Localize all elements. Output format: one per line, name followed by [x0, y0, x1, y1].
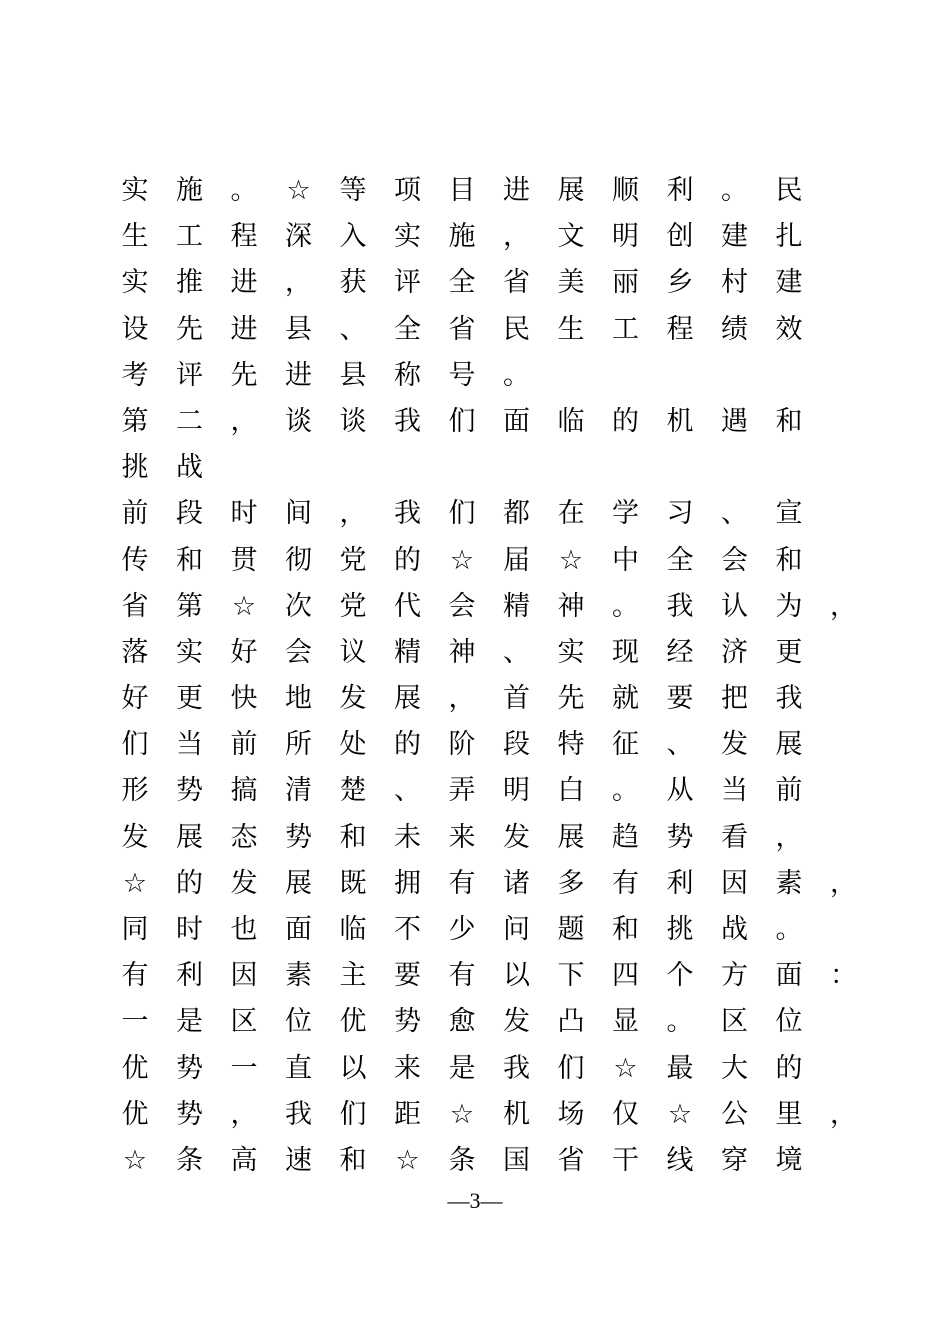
text-char: 们 [339, 1098, 367, 1130]
text-char: ， [830, 590, 857, 622]
text-char: 仅 [612, 1098, 639, 1130]
text-char: 阶 [448, 729, 476, 761]
text-char: 势 [285, 821, 312, 853]
text-char: 评 [394, 267, 421, 299]
text-char: 。 [612, 775, 639, 807]
text-char: 认 [721, 590, 748, 622]
text-char: 经 [666, 636, 694, 668]
text-char: 和 [775, 544, 803, 576]
text-char: 方 [721, 960, 748, 992]
text-char: 展 [285, 867, 312, 899]
text-char: 少 [448, 914, 476, 945]
text-char: 展 [775, 729, 803, 761]
text-char: 实 [176, 636, 203, 668]
text-char: 位 [775, 1006, 803, 1038]
text-char: ☆ [558, 544, 584, 576]
text-char: 线 [666, 1144, 694, 1176]
text-line [112, 307, 872, 353]
text-char: 搞 [230, 775, 258, 807]
text-char: 未 [394, 821, 421, 853]
text-char: 既 [339, 867, 367, 899]
text-char: 势 [176, 775, 203, 807]
text-line [112, 538, 872, 584]
text-line [112, 815, 872, 861]
text-char: 态 [230, 821, 258, 853]
text-line [112, 861, 872, 907]
text-char: 以 [503, 960, 530, 992]
text-char: 省 [121, 590, 149, 622]
text-char: 前 [230, 729, 258, 761]
text-char: 、 [339, 313, 367, 345]
text-char: 我 [285, 1098, 312, 1130]
text-char: 展 [176, 821, 203, 853]
text-char: 更 [176, 683, 203, 715]
text-char: 优 [121, 1098, 149, 1130]
text-char: 看 [721, 821, 748, 853]
text-char: 前 [121, 498, 149, 530]
text-char: 生 [121, 221, 149, 253]
text-char: 显 [612, 1006, 639, 1038]
text-char: 实 [121, 267, 149, 299]
text-char: 段 [176, 498, 203, 530]
text-char: 素 [285, 960, 312, 992]
text-char: ☆ [122, 1144, 148, 1176]
text-char: ， [830, 867, 857, 899]
text-char: 绩 [721, 313, 748, 345]
text-char: 势 [176, 1098, 203, 1130]
text-char: 明 [612, 221, 639, 253]
text-char: 全 [394, 313, 421, 345]
text-char: 有 [448, 960, 476, 992]
text-char: 进 [503, 175, 530, 206]
text-char: ： [830, 960, 857, 992]
text-char: 效 [775, 313, 803, 345]
text-char: 境 [775, 1144, 803, 1176]
page-number: —3— [447, 1188, 503, 1213]
text-line [112, 168, 872, 214]
text-char: 会 [721, 544, 748, 576]
text-char: 距 [394, 1098, 421, 1130]
text-char: 不 [394, 914, 421, 945]
text-char: 机 [666, 405, 694, 437]
text-char: 称 [394, 359, 421, 391]
text-char: 代 [394, 590, 421, 622]
text-char: 利 [666, 867, 694, 899]
text-char: 因 [721, 867, 748, 899]
text-char: 习 [666, 498, 694, 530]
text-char: 我 [394, 405, 421, 437]
text-line [112, 260, 872, 306]
text-char: 快 [230, 683, 258, 715]
text-char: ， [775, 821, 803, 853]
text-char: ， [830, 1098, 857, 1130]
text-char: 施 [176, 175, 203, 206]
text-char: 丽 [612, 267, 639, 299]
text-char: 省 [557, 1144, 585, 1176]
text-char: 村 [721, 267, 748, 299]
text-char: 以 [339, 1052, 367, 1084]
text-char: 。 [666, 1006, 694, 1038]
text-char: 凸 [557, 1006, 585, 1038]
text-char: 穿 [721, 1144, 748, 1176]
text-char: 战 [721, 914, 748, 945]
text-char: 会 [285, 636, 312, 668]
text-char: 面 [503, 405, 530, 437]
text-char: 展 [557, 175, 585, 206]
text-char: 会 [448, 590, 476, 622]
text-char: 县 [285, 313, 312, 345]
text-char: 和 [176, 544, 203, 576]
text-char: 来 [394, 1052, 421, 1084]
text-char: 当 [176, 729, 203, 761]
text-char: 二 [176, 405, 203, 437]
text-char: 干 [612, 1144, 639, 1176]
body-text [112, 168, 872, 1184]
text-char: 省 [448, 313, 476, 345]
text-char: 发 [721, 729, 748, 761]
text-line [112, 353, 872, 399]
text-char: 面 [285, 914, 312, 945]
text-char: 考 [121, 359, 149, 391]
text-line [112, 768, 872, 814]
text-char: 的 [775, 1052, 803, 1084]
text-char: 全 [448, 267, 476, 299]
text-char: 精 [394, 636, 421, 668]
text-char: 神 [557, 590, 585, 622]
text-char: 。 [230, 175, 258, 206]
text-char: 中 [612, 544, 639, 576]
text-char: 段 [503, 729, 530, 761]
text-char: 白 [557, 775, 585, 807]
text-char: 发 [503, 821, 530, 853]
text-char: 进 [230, 313, 258, 345]
text-char: 谈 [339, 405, 367, 437]
text-char: 势 [176, 1052, 203, 1084]
text-char: 获 [339, 267, 367, 299]
text-char: 。 [775, 914, 803, 945]
text-char: 党 [339, 544, 367, 576]
text-char: ☆ [613, 1052, 638, 1084]
text-char: 展 [394, 683, 421, 715]
text-char: 项 [394, 175, 421, 206]
text-char: 议 [339, 636, 367, 668]
text-char: 有 [121, 960, 149, 992]
text-char: 传 [121, 544, 149, 576]
text-char: 入 [339, 221, 367, 253]
text-char: 第 [176, 590, 203, 622]
text-char: 把 [721, 683, 748, 715]
text-char: 们 [448, 405, 476, 437]
text-char: 、 [503, 636, 530, 668]
text-char: 因 [230, 960, 258, 992]
text-char: 落 [121, 636, 149, 668]
text-char: 都 [503, 498, 530, 530]
text-char: 神 [448, 636, 476, 668]
text-char: 挑 [121, 452, 149, 484]
text-char: 谈 [285, 405, 312, 437]
text-char: 特 [557, 729, 585, 761]
text-char: 精 [503, 590, 530, 622]
text-char: 下 [557, 960, 585, 992]
text-char: 处 [339, 729, 367, 761]
text-line [112, 1046, 872, 1092]
text-char: 。 [612, 590, 639, 622]
text-char: 高 [230, 1144, 258, 1176]
text-char: 、 [394, 775, 421, 807]
text-char: 要 [666, 683, 694, 715]
text-char: ， [285, 267, 312, 299]
text-char: 学 [612, 498, 639, 530]
text-char: 大 [721, 1052, 748, 1084]
text-char: 和 [339, 1144, 367, 1176]
text-line [112, 676, 872, 722]
text-line [112, 491, 872, 537]
text-char: ☆ [286, 175, 311, 206]
text-char: 和 [612, 914, 639, 945]
text-line [112, 999, 872, 1045]
text-char: 在 [557, 498, 585, 530]
text-char: 。 [721, 175, 748, 206]
text-char: 济 [721, 636, 748, 668]
text-line [112, 953, 872, 999]
text-char: 诸 [503, 867, 530, 899]
text-char: 主 [339, 960, 367, 992]
text-char: ☆ [395, 1144, 420, 1176]
text-char: 建 [721, 221, 748, 253]
text-char: 首 [503, 683, 530, 715]
text-char: 第 [121, 405, 149, 437]
text-char: ， [230, 1098, 258, 1130]
text-line [112, 214, 872, 260]
text-char: 有 [612, 867, 639, 899]
text-char: 也 [230, 914, 258, 945]
text-char: 素 [775, 867, 803, 899]
text-char: ， [230, 405, 258, 437]
text-char: 民 [503, 313, 530, 345]
text-char: 生 [557, 313, 585, 345]
text-char: 位 [285, 1006, 312, 1038]
text-char: 势 [394, 1006, 421, 1038]
text-char: 先 [230, 359, 258, 391]
text-char: 里 [775, 1098, 803, 1130]
text-char: 所 [285, 729, 312, 761]
text-char: 条 [448, 1144, 476, 1176]
text-char: 进 [285, 359, 312, 391]
text-char: 临 [339, 914, 367, 945]
text-char: 利 [666, 175, 694, 206]
text-char: 施 [448, 221, 476, 253]
text-char: 区 [721, 1006, 748, 1038]
text-char: ， [339, 498, 367, 530]
text-char: 有 [448, 867, 476, 899]
text-char: 发 [121, 821, 149, 853]
text-char: 利 [176, 960, 203, 992]
text-char: 场 [557, 1098, 585, 1130]
text-char: 发 [339, 683, 367, 715]
text-char: 问 [503, 914, 530, 945]
text-line [112, 584, 872, 630]
text-char: 间 [285, 498, 312, 530]
text-char: 国 [503, 1144, 530, 1176]
text-char: 势 [666, 821, 694, 853]
text-char: 先 [557, 683, 585, 715]
text-char: 就 [612, 683, 639, 715]
text-char: 直 [285, 1052, 312, 1084]
text-char: 挑 [666, 914, 694, 945]
text-char: 乡 [666, 267, 694, 299]
text-char: 一 [230, 1052, 258, 1084]
text-char: 优 [121, 1052, 149, 1084]
text-char: 建 [775, 267, 803, 299]
text-char: 民 [775, 175, 803, 206]
text-char: 先 [176, 313, 203, 345]
text-char: 我 [775, 683, 803, 715]
text-char: 题 [557, 914, 585, 945]
text-char: 工 [612, 313, 639, 345]
text-char: 优 [339, 1006, 367, 1038]
text-char: 当 [721, 775, 748, 807]
text-line [112, 399, 872, 445]
text-char: ☆ [449, 544, 475, 576]
text-char: 更 [775, 636, 803, 668]
text-char: 的 [176, 867, 203, 899]
text-char: 号 [448, 359, 476, 391]
text-char: 美 [557, 267, 585, 299]
text-char: 们 [448, 498, 476, 530]
text-line [112, 630, 872, 676]
text-char: 实 [121, 175, 149, 206]
text-char: 、 [666, 729, 694, 761]
text-char: 拥 [394, 867, 421, 899]
text-char: 前 [775, 775, 803, 807]
text-char: 区 [230, 1006, 258, 1038]
text-char: ☆ [667, 1098, 693, 1130]
text-char: 面 [775, 960, 803, 992]
text-char: 要 [394, 960, 421, 992]
text-char: 征 [612, 729, 639, 761]
text-char: 党 [339, 590, 367, 622]
text-line [112, 1092, 872, 1138]
text-char: 文 [557, 221, 585, 253]
text-char: 好 [121, 683, 149, 715]
text-char: 的 [394, 544, 421, 576]
text-char: 一 [121, 1006, 149, 1038]
text-char: 我 [666, 590, 694, 622]
text-line [112, 907, 872, 953]
text-char: 战 [176, 452, 203, 484]
text-char: 条 [176, 1144, 203, 1176]
text-char: 形 [121, 775, 149, 807]
text-char: 设 [121, 313, 149, 345]
text-char: 好 [230, 636, 258, 668]
text-char: 同 [121, 914, 149, 945]
text-char: 程 [666, 313, 694, 345]
text-char: 推 [176, 267, 203, 299]
text-char: 为 [775, 590, 803, 622]
text-char: 时 [230, 498, 258, 530]
text-char: 彻 [285, 544, 312, 576]
text-char: 们 [557, 1052, 585, 1084]
text-char: 目 [448, 175, 476, 206]
text-char: 顺 [612, 175, 639, 206]
text-char: 机 [503, 1098, 530, 1130]
text-char: 县 [339, 359, 367, 391]
text-char: 进 [230, 267, 258, 299]
text-char: 是 [448, 1052, 476, 1084]
text-char: 深 [285, 221, 312, 253]
text-char: 公 [721, 1098, 748, 1130]
text-char: 等 [339, 175, 367, 206]
text-char: 评 [176, 359, 203, 391]
text-char: 、 [721, 498, 748, 530]
text-char: 临 [557, 405, 585, 437]
text-char: 实 [557, 636, 585, 668]
text-char: 们 [121, 729, 149, 761]
text-line [112, 722, 872, 768]
text-char: 全 [666, 544, 694, 576]
text-char: ☆ [449, 1098, 475, 1130]
text-char: 实 [394, 221, 421, 253]
text-char: 展 [557, 821, 585, 853]
text-char: 。 [503, 359, 530, 391]
text-char: 贯 [230, 544, 258, 576]
text-char: ， [503, 221, 530, 253]
text-char: 时 [176, 914, 203, 945]
text-char: 速 [285, 1144, 312, 1176]
text-char: 和 [775, 405, 803, 437]
text-char: 发 [503, 1006, 530, 1038]
text-char: 多 [557, 867, 585, 899]
text-char: 宣 [775, 498, 803, 530]
text-char: 的 [612, 405, 639, 437]
text-line [112, 1138, 872, 1184]
text-char: 省 [503, 267, 530, 299]
text-char: 现 [612, 636, 639, 668]
text-char: 最 [666, 1052, 694, 1084]
text-char: 从 [666, 775, 694, 807]
text-char: 个 [666, 960, 694, 992]
text-char: 地 [285, 683, 312, 715]
text-char: 弄 [448, 775, 476, 807]
text-char: 遇 [721, 405, 748, 437]
text-char: 创 [666, 221, 694, 253]
text-char: 的 [394, 729, 421, 761]
text-char: 愈 [448, 1006, 476, 1038]
text-char: 明 [503, 775, 530, 807]
text-char: ☆ [231, 590, 257, 622]
text-char: 和 [339, 821, 367, 853]
text-char: 是 [176, 1006, 203, 1038]
text-char: ☆ [122, 867, 148, 899]
text-char: 届 [503, 544, 530, 576]
text-char: 工 [176, 221, 203, 253]
text-line [112, 445, 872, 491]
text-char: 楚 [339, 775, 367, 807]
text-char: 趋 [612, 821, 639, 853]
text-char: 来 [448, 821, 476, 853]
text-char: 次 [285, 590, 312, 622]
text-char: 程 [230, 221, 258, 253]
text-char: ， [448, 683, 476, 715]
text-char: 清 [285, 775, 312, 807]
text-char: 扎 [775, 221, 803, 253]
text-char: 发 [230, 867, 258, 899]
text-char: 四 [612, 960, 639, 992]
text-char: 我 [394, 498, 421, 530]
text-char: 我 [503, 1052, 530, 1084]
